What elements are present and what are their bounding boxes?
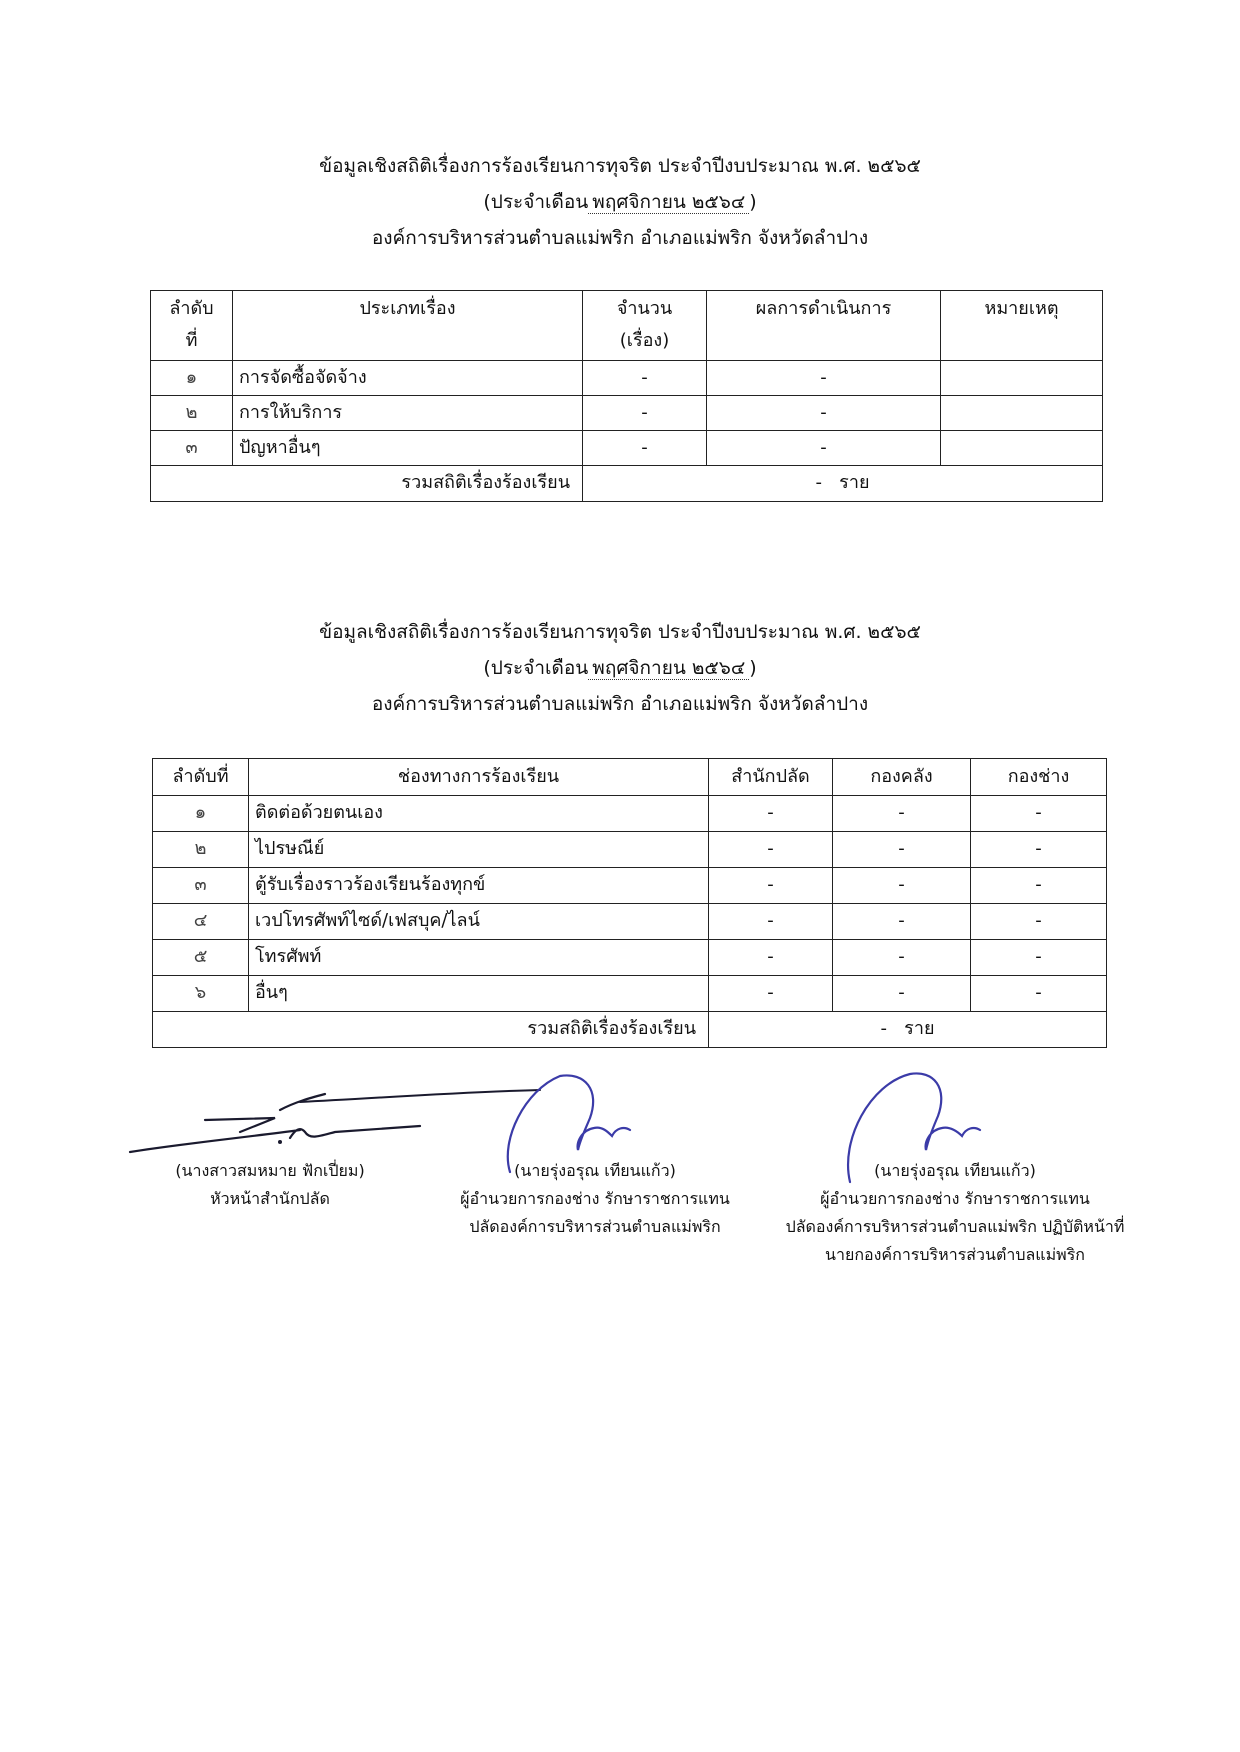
table-row: ๒ การให้บริการ - -	[151, 396, 1103, 431]
signer-position: ปลัดองค์การบริหารส่วนตำบลแม่พริก ปฏิบัติหน้าที่	[785, 1217, 1125, 1236]
signer-position: ผู้อำนวยการกองช่าง รักษาราชการแทน	[460, 1189, 730, 1208]
table-row: ๑ ติดต่อด้วยตนเอง - - -	[153, 796, 1107, 832]
table-row: ๕ โทรศัพท์ - - -	[153, 940, 1107, 976]
signer-position: หัวหน้าสำนักปลัด	[210, 1189, 330, 1208]
header-engineering: กองช่าง	[971, 759, 1107, 796]
total-value: - ราย	[709, 1012, 1107, 1048]
header-remark: หมายเหตุ	[941, 291, 1103, 361]
header-no: ลำดับ ที่	[151, 291, 233, 361]
total-label: รวมสถิติเรื่องร้องเรียน	[151, 466, 583, 502]
header-type: ประเภทเรื่อง	[233, 291, 583, 361]
signer-name: (นายรุ่งอรุณ เทียนแก้ว)	[874, 1161, 1036, 1180]
signer-position: ผู้อำนวยการกองช่าง รักษาราชการแทน	[820, 1189, 1090, 1208]
section1-heading	[0, 148, 1240, 256]
header-no: ลำดับที่	[153, 759, 249, 796]
signature-block-1	[150, 1157, 390, 1213]
table-header-row	[153, 759, 1107, 796]
section1-month-value: พฤศจิกายน ๒๕๖๔	[588, 191, 749, 214]
table-header-row	[151, 291, 1103, 361]
header-result: ผลการดำเนินการ	[707, 291, 941, 361]
signer-name: (นายรุ่งอรุณ เทียนแก้ว)	[514, 1161, 676, 1180]
section1-org: องค์การบริหารส่วนตำบลแม่พริก อำเภอแม่พริก จังหวัดลำปาง	[371, 227, 869, 249]
signer-name: (นางสาวสมหมาย ฟักเปี่ยม)	[175, 1161, 365, 1180]
complaint-channel-table	[152, 758, 1107, 1048]
table-row: ๓ ตู้รับเรื่องราวร้องเรียนร้องทุกข์ - - -	[153, 868, 1107, 904]
signature-block-2	[420, 1157, 770, 1241]
signer-position: ปลัดองค์การบริหารส่วนตำบลแม่พริก	[469, 1217, 721, 1236]
table-row: ๖ อื่นๆ - - -	[153, 976, 1107, 1012]
signer-position: นายกองค์การบริหารส่วนตำบลแม่พริก	[825, 1245, 1085, 1264]
table-row: ๒ ไปรษณีย์ - - -	[153, 832, 1107, 868]
section1-month: (ประจำเดือน พฤศจิกายน ๒๕๖๔ )	[483, 191, 757, 213]
complaint-type-table	[150, 290, 1103, 502]
header-channel: ช่องทางการร้องเรียน	[249, 759, 709, 796]
section2-org: องค์การบริหารส่วนตำบลแม่พริก อำเภอแม่พริก จังหวัดลำปาง	[371, 693, 869, 715]
table-total-row	[153, 1012, 1107, 1048]
table-row: ๔ เวปโทรศัพท์ไซด์/เฟสบุค/ไลน์ - - -	[153, 904, 1107, 940]
section2-heading	[0, 614, 1240, 722]
section2-title: ข้อมูลเชิงสถิติเรื่องการร้องเรียนการทุจริต ประจำปีงบประมาณ พ.ศ. ๒๕๖๕	[319, 621, 921, 643]
table-row: ๓ ปัญหาอื่นๆ - -	[151, 431, 1103, 466]
table-row: ๑ การจัดซื้อจัดจ้าง - -	[151, 361, 1103, 396]
header-office: สำนักปลัด	[709, 759, 833, 796]
signature-block-3	[760, 1157, 1150, 1269]
section2-month-value: พฤศจิกายน ๒๕๖๔	[588, 657, 749, 680]
header-finance: กองคลัง	[833, 759, 971, 796]
total-value: - ราย	[583, 466, 1103, 502]
total-label: รวมสถิติเรื่องร้องเรียน	[153, 1012, 709, 1048]
header-count: จำนวน (เรื่อง)	[583, 291, 707, 361]
section2-month: (ประจำเดือน พฤศจิกายน ๒๕๖๔ )	[483, 657, 757, 679]
section1-title: ข้อมูลเชิงสถิติเรื่องการร้องเรียนการทุจริต ประจำปีงบประมาณ พ.ศ. ๒๕๖๕	[319, 155, 921, 177]
table-total-row	[151, 466, 1103, 502]
